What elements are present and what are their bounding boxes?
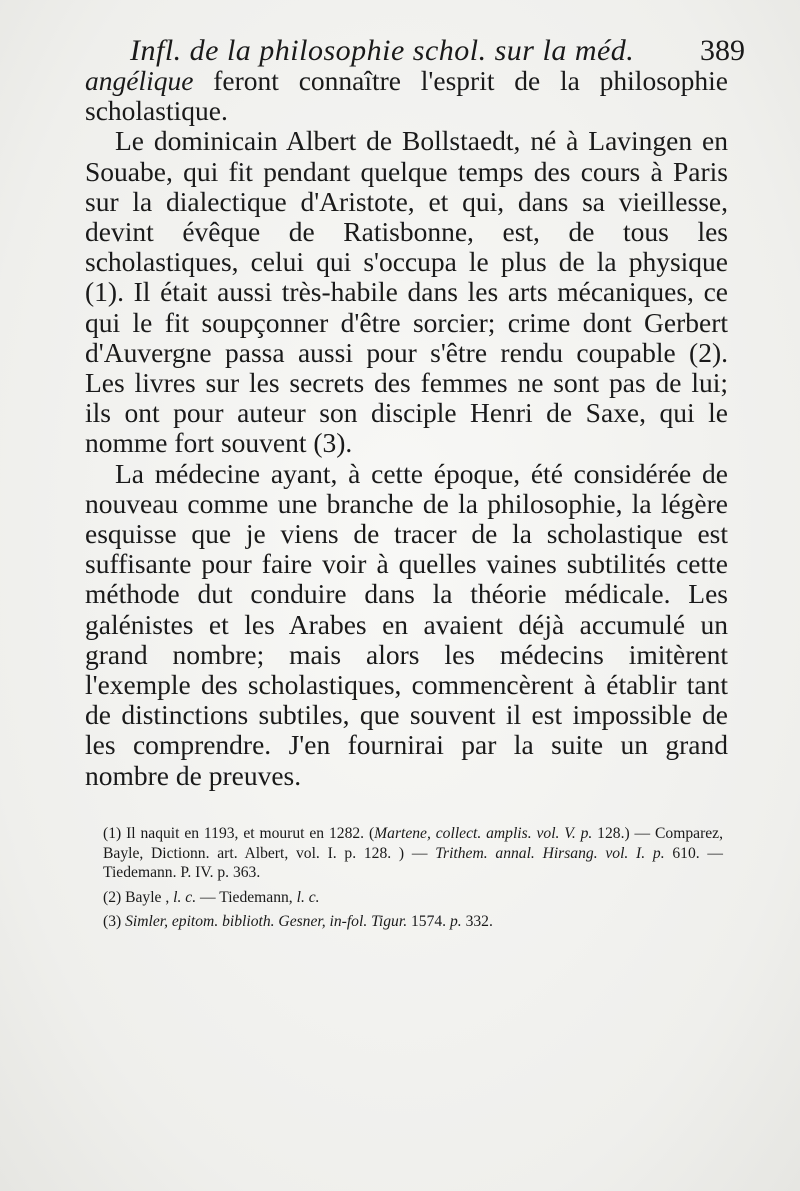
footnote-3-page-abbr: p. [449,913,462,931]
footnote-2-text-a: (2) Bayle , [103,888,174,906]
footnote-3 [103,912,723,932]
footnote-1-citation-a: Martene, collect. amplis. vol. V. p. [374,825,593,842]
running-head [130,34,700,68]
footnote-1-text-a: (1) Il naquit en 1193, et mourut en 1282. ( [103,825,375,842]
footnote-1-text-b: 128.) — Comparez, Bayle, Dictionn. art. Albert, vol. I. p. 128. ) — [103,825,723,862]
footnote-2 [103,888,723,908]
footnote-3-text-a: (3) [103,913,126,931]
running-head-title: Infl. de la philosophie schol. sur la méd. [130,34,635,67]
footnote-1-citation-b: Trithem. annal. Hirsang. vol. I. p. [435,844,665,862]
paragraph-1-text: feront connaître l'esprit de la philosophie scholastique. [85,65,728,127]
paragraph-2: Le dominicain Albert de Bollstaedt, né à Lavingen en Souabe, qui fit pendant quelque temps des cours à Paris sur la dialectique d'Aristote, et qui, dans sa vieillesse, devint évêque de Ratisbonne, est, de tous les scholastiques, celui qui s'occupa le plus de la physique (1). Il était aussi très-habile dans les arts mécaniques, ce qui le fit soupçonner d'être sorcier; crime dont Gerbert d'Auvergne passa aussi pour s'être rendu coupable (2). Les livres sur les secrets des femmes ne sont pas de lui; ils ont pour auteur son disciple Henri de Saxe, qui le nomme fort souvent (3). [85,125,728,459]
footnote-1-text-c: 610. — Tiedemann. P. IV. p. 363. [103,844,724,882]
footnote-3-year: 1574. [407,913,450,931]
footnote-2-loc-a: l. c. [173,888,197,906]
paragraph-3: La médecine ayant, à cette époque, été considérée de nouveau comme une branche de la philosophie, la légère esquisse que je viens de tracer de la scholastique est suffisante pour faire voir à quelles vaines subtilités cette méthode dut conduire dans la théorie médicale. Les galénistes et les Arabes en avaient déjà accumulé un grand nombre; mais alors les médecins imitèrent l'exemple des scholastiques, commencèrent à établir tant de distinctions subtiles, que souvent il est impossible de les comprendre. J'en fournirai par la suite un grand nombre de preuves. [85,457,728,791]
footnote-3-citation: Simler, epitom. biblioth. Gesner, in-fol. Tigur. [125,913,408,931]
page-number: 389 [700,34,745,67]
footnote-2-text-b: — Tiedemann, [196,888,297,906]
footnote-2-loc-b: l. c. [296,888,320,906]
main-text [85,66,728,791]
footnote-1 [103,824,723,883]
footnote-3-page: 332. [461,913,493,931]
paragraph-1-lead-word: angélique [85,65,194,96]
footnotes [103,824,723,937]
paragraph-1 [85,66,728,126]
